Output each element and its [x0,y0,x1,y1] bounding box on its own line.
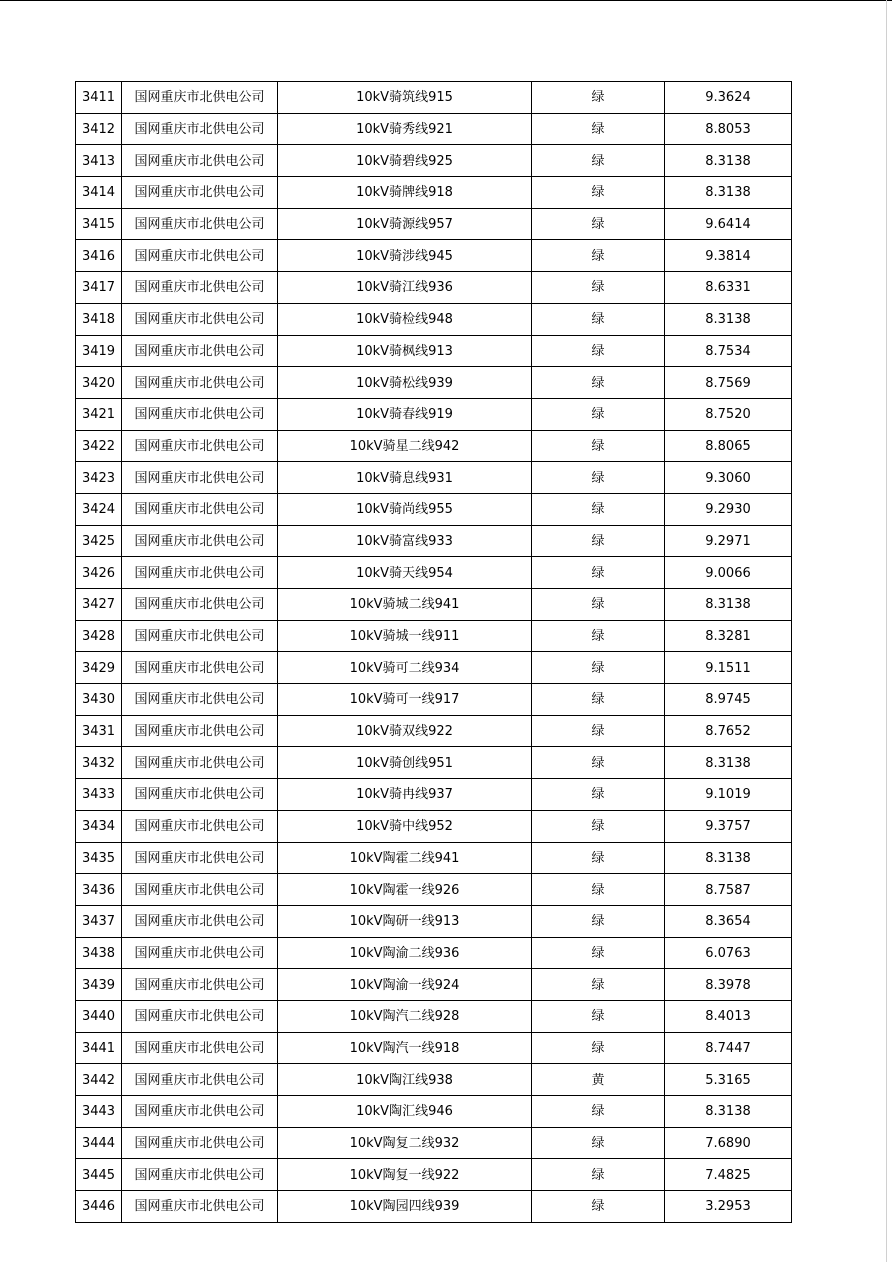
line-name-cell: 10kV骑检线948 [278,303,532,335]
line-name-cell: 10kV陶复二线932 [278,1127,532,1159]
company-cell: 国网重庆市北供电公司 [122,525,278,557]
company-cell: 国网重庆市北供电公司 [122,684,278,716]
value-cell: 9.2971 [665,525,792,557]
company-cell: 国网重庆市北供电公司 [122,367,278,399]
value-cell: 8.3654 [665,905,792,937]
row-number-cell: 3419 [76,335,122,367]
company-cell: 国网重庆市北供电公司 [122,272,278,304]
company-cell: 国网重庆市北供电公司 [122,747,278,779]
table-row [76,1064,792,1096]
company-cell: 国网重庆市北供电公司 [122,493,278,525]
table-row [76,272,792,304]
row-number-cell: 3432 [76,747,122,779]
table-row [76,303,792,335]
row-number-cell: 3436 [76,874,122,906]
line-name-cell: 10kV骑涉线945 [278,240,532,272]
table-row [76,684,792,716]
company-cell: 国网重庆市北供电公司 [122,113,278,145]
table-row [76,335,792,367]
value-cell: 8.3138 [665,589,792,621]
row-number-cell: 3441 [76,1032,122,1064]
row-number-cell: 3422 [76,430,122,462]
table-row [76,1159,792,1191]
line-name-cell: 10kV骑中线952 [278,810,532,842]
row-number-cell: 3438 [76,937,122,969]
value-cell: 9.1019 [665,779,792,811]
row-number-cell: 3424 [76,493,122,525]
value-cell: 3.2953 [665,1191,792,1223]
line-name-cell: 10kV陶园四线939 [278,1191,532,1223]
value-cell: 9.1511 [665,652,792,684]
company-cell: 国网重庆市北供电公司 [122,145,278,177]
line-name-cell: 10kV骑冉线937 [278,779,532,811]
value-cell: 7.4825 [665,1159,792,1191]
status-cell: 绿 [532,367,665,399]
table-row [76,367,792,399]
value-cell: 9.3814 [665,240,792,272]
line-name-cell: 10kV骑牌线918 [278,177,532,209]
status-cell: 绿 [532,335,665,367]
status-cell: 绿 [532,747,665,779]
table-row [76,177,792,209]
status-cell: 绿 [532,240,665,272]
table-row [76,113,792,145]
status-cell: 绿 [532,715,665,747]
row-number-cell: 3415 [76,208,122,240]
line-name-cell: 10kV骑筑线915 [278,82,532,114]
value-cell: 8.3138 [665,145,792,177]
status-cell: 绿 [532,779,665,811]
line-name-cell: 10kV陶江线938 [278,1064,532,1096]
status-cell: 绿 [532,557,665,589]
status-cell: 绿 [532,462,665,494]
value-cell: 8.3978 [665,969,792,1001]
status-cell: 绿 [532,208,665,240]
company-cell: 国网重庆市北供电公司 [122,779,278,811]
table-row [76,208,792,240]
company-cell: 国网重庆市北供电公司 [122,1127,278,1159]
table-row [76,874,792,906]
line-name-cell: 10kV骑可二线934 [278,652,532,684]
value-cell: 8.3138 [665,1096,792,1128]
company-cell: 国网重庆市北供电公司 [122,430,278,462]
row-number-cell: 3446 [76,1191,122,1223]
line-name-cell: 10kV骑可一线917 [278,684,532,716]
row-number-cell: 3429 [76,652,122,684]
status-cell: 绿 [532,652,665,684]
value-cell: 8.7520 [665,398,792,430]
value-cell: 8.3138 [665,747,792,779]
value-cell: 9.3757 [665,810,792,842]
status-cell: 绿 [532,398,665,430]
data-table [75,81,792,1223]
value-cell: 7.6890 [665,1127,792,1159]
table-row [76,1127,792,1159]
table-row [76,1032,792,1064]
status-cell: 绿 [532,620,665,652]
status-cell: 绿 [532,905,665,937]
value-cell: 5.3165 [665,1064,792,1096]
status-cell: 黄 [532,1064,665,1096]
company-cell: 国网重庆市北供电公司 [122,905,278,937]
status-cell: 绿 [532,1127,665,1159]
line-name-cell: 10kV骑城二线941 [278,589,532,621]
company-cell: 国网重庆市北供电公司 [122,652,278,684]
line-name-cell: 10kV陶复一线922 [278,1159,532,1191]
table-row [76,842,792,874]
company-cell: 国网重庆市北供电公司 [122,1159,278,1191]
status-cell: 绿 [532,430,665,462]
row-number-cell: 3442 [76,1064,122,1096]
table-row [76,462,792,494]
line-name-cell: 10kV陶霍二线941 [278,842,532,874]
line-name-cell: 10kV骑城一线911 [278,620,532,652]
table-row [76,398,792,430]
table-row [76,715,792,747]
company-cell: 国网重庆市北供电公司 [122,842,278,874]
row-number-cell: 3421 [76,398,122,430]
table-row [76,240,792,272]
row-number-cell: 3430 [76,684,122,716]
table-row [76,747,792,779]
company-cell: 国网重庆市北供电公司 [122,937,278,969]
company-cell: 国网重庆市北供电公司 [122,810,278,842]
table-row [76,652,792,684]
line-name-cell: 10kV陶汽一线918 [278,1032,532,1064]
company-cell: 国网重庆市北供电公司 [122,335,278,367]
row-number-cell: 3445 [76,1159,122,1191]
table-row [76,430,792,462]
table-row [76,493,792,525]
status-cell: 绿 [532,82,665,114]
table-row [76,905,792,937]
row-number-cell: 3444 [76,1127,122,1159]
line-name-cell: 10kV骑源线957 [278,208,532,240]
line-name-cell: 10kV陶渝一线924 [278,969,532,1001]
status-cell: 绿 [532,1191,665,1223]
table-row [76,1191,792,1223]
line-name-cell: 10kV骑春线919 [278,398,532,430]
table-row [76,82,792,114]
status-cell: 绿 [532,525,665,557]
line-name-cell: 10kV骑天线954 [278,557,532,589]
company-cell: 国网重庆市北供电公司 [122,208,278,240]
page-right-border [886,0,887,1262]
company-cell: 国网重庆市北供电公司 [122,398,278,430]
status-cell: 绿 [532,177,665,209]
status-cell: 绿 [532,1032,665,1064]
company-cell: 国网重庆市北供电公司 [122,303,278,335]
company-cell: 国网重庆市北供电公司 [122,240,278,272]
row-number-cell: 3434 [76,810,122,842]
table-row [76,969,792,1001]
row-number-cell: 3418 [76,303,122,335]
value-cell: 9.0066 [665,557,792,589]
company-cell: 国网重庆市北供电公司 [122,620,278,652]
value-cell: 8.4013 [665,1000,792,1032]
status-cell: 绿 [532,113,665,145]
value-cell: 8.7587 [665,874,792,906]
value-cell: 8.7534 [665,335,792,367]
row-number-cell: 3427 [76,589,122,621]
row-number-cell: 3420 [76,367,122,399]
row-number-cell: 3423 [76,462,122,494]
table-row [76,779,792,811]
line-name-cell: 10kV陶汇线946 [278,1096,532,1128]
row-number-cell: 3440 [76,1000,122,1032]
line-name-cell: 10kV骑息线931 [278,462,532,494]
line-name-cell: 10kV骑双线922 [278,715,532,747]
status-cell: 绿 [532,937,665,969]
table-row [76,525,792,557]
company-cell: 国网重庆市北供电公司 [122,969,278,1001]
company-cell: 国网重庆市北供电公司 [122,82,278,114]
value-cell: 6.0763 [665,937,792,969]
company-cell: 国网重庆市北供电公司 [122,874,278,906]
value-cell: 8.3138 [665,842,792,874]
value-cell: 8.6331 [665,272,792,304]
row-number-cell: 3416 [76,240,122,272]
status-cell: 绿 [532,969,665,1001]
status-cell: 绿 [532,272,665,304]
row-number-cell: 3437 [76,905,122,937]
value-cell: 8.3138 [665,303,792,335]
row-number-cell: 3435 [76,842,122,874]
line-name-cell: 10kV骑尚线955 [278,493,532,525]
line-name-cell: 10kV骑松线939 [278,367,532,399]
row-number-cell: 3431 [76,715,122,747]
status-cell: 绿 [532,493,665,525]
company-cell: 国网重庆市北供电公司 [122,1064,278,1096]
value-cell: 8.7652 [665,715,792,747]
value-cell: 8.7447 [665,1032,792,1064]
value-cell: 9.6414 [665,208,792,240]
table-row [76,620,792,652]
line-name-cell: 10kV骑枫线913 [278,335,532,367]
row-number-cell: 3411 [76,82,122,114]
row-number-cell: 3414 [76,177,122,209]
table-row [76,1096,792,1128]
status-cell: 绿 [532,145,665,177]
value-cell: 9.3624 [665,82,792,114]
status-cell: 绿 [532,1096,665,1128]
page-top-border [0,0,892,1]
company-cell: 国网重庆市北供电公司 [122,715,278,747]
company-cell: 国网重庆市北供电公司 [122,557,278,589]
line-name-cell: 10kV骑碧线925 [278,145,532,177]
row-number-cell: 3425 [76,525,122,557]
line-name-cell: 10kV骑富线933 [278,525,532,557]
status-cell: 绿 [532,1000,665,1032]
row-number-cell: 3413 [76,145,122,177]
table-row [76,1000,792,1032]
value-cell: 9.3060 [665,462,792,494]
table-row [76,145,792,177]
table-row [76,557,792,589]
row-number-cell: 3433 [76,779,122,811]
value-cell: 8.8053 [665,113,792,145]
row-number-cell: 3428 [76,620,122,652]
status-cell: 绿 [532,1159,665,1191]
table-row [76,589,792,621]
line-name-cell: 10kV陶渝二线936 [278,937,532,969]
line-name-cell: 10kV骑创线951 [278,747,532,779]
table-row [76,937,792,969]
company-cell: 国网重庆市北供电公司 [122,1032,278,1064]
status-cell: 绿 [532,842,665,874]
row-number-cell: 3412 [76,113,122,145]
line-name-cell: 10kV骑星二线942 [278,430,532,462]
company-cell: 国网重庆市北供电公司 [122,1000,278,1032]
status-cell: 绿 [532,589,665,621]
table-row [76,810,792,842]
company-cell: 国网重庆市北供电公司 [122,1096,278,1128]
data-table-body [76,82,792,1223]
value-cell: 8.7569 [665,367,792,399]
value-cell: 8.9745 [665,684,792,716]
status-cell: 绿 [532,810,665,842]
status-cell: 绿 [532,303,665,335]
line-name-cell: 10kV骑江线936 [278,272,532,304]
line-name-cell: 10kV陶霍一线926 [278,874,532,906]
row-number-cell: 3417 [76,272,122,304]
status-cell: 绿 [532,684,665,716]
value-cell: 8.8065 [665,430,792,462]
company-cell: 国网重庆市北供电公司 [122,177,278,209]
company-cell: 国网重庆市北供电公司 [122,1191,278,1223]
value-cell: 8.3138 [665,177,792,209]
value-cell: 9.2930 [665,493,792,525]
line-name-cell: 10kV骑秀线921 [278,113,532,145]
value-cell: 8.3281 [665,620,792,652]
status-cell: 绿 [532,874,665,906]
company-cell: 国网重庆市北供电公司 [122,589,278,621]
row-number-cell: 3426 [76,557,122,589]
line-name-cell: 10kV陶汽二线928 [278,1000,532,1032]
row-number-cell: 3443 [76,1096,122,1128]
line-name-cell: 10kV陶研一线913 [278,905,532,937]
company-cell: 国网重庆市北供电公司 [122,462,278,494]
row-number-cell: 3439 [76,969,122,1001]
